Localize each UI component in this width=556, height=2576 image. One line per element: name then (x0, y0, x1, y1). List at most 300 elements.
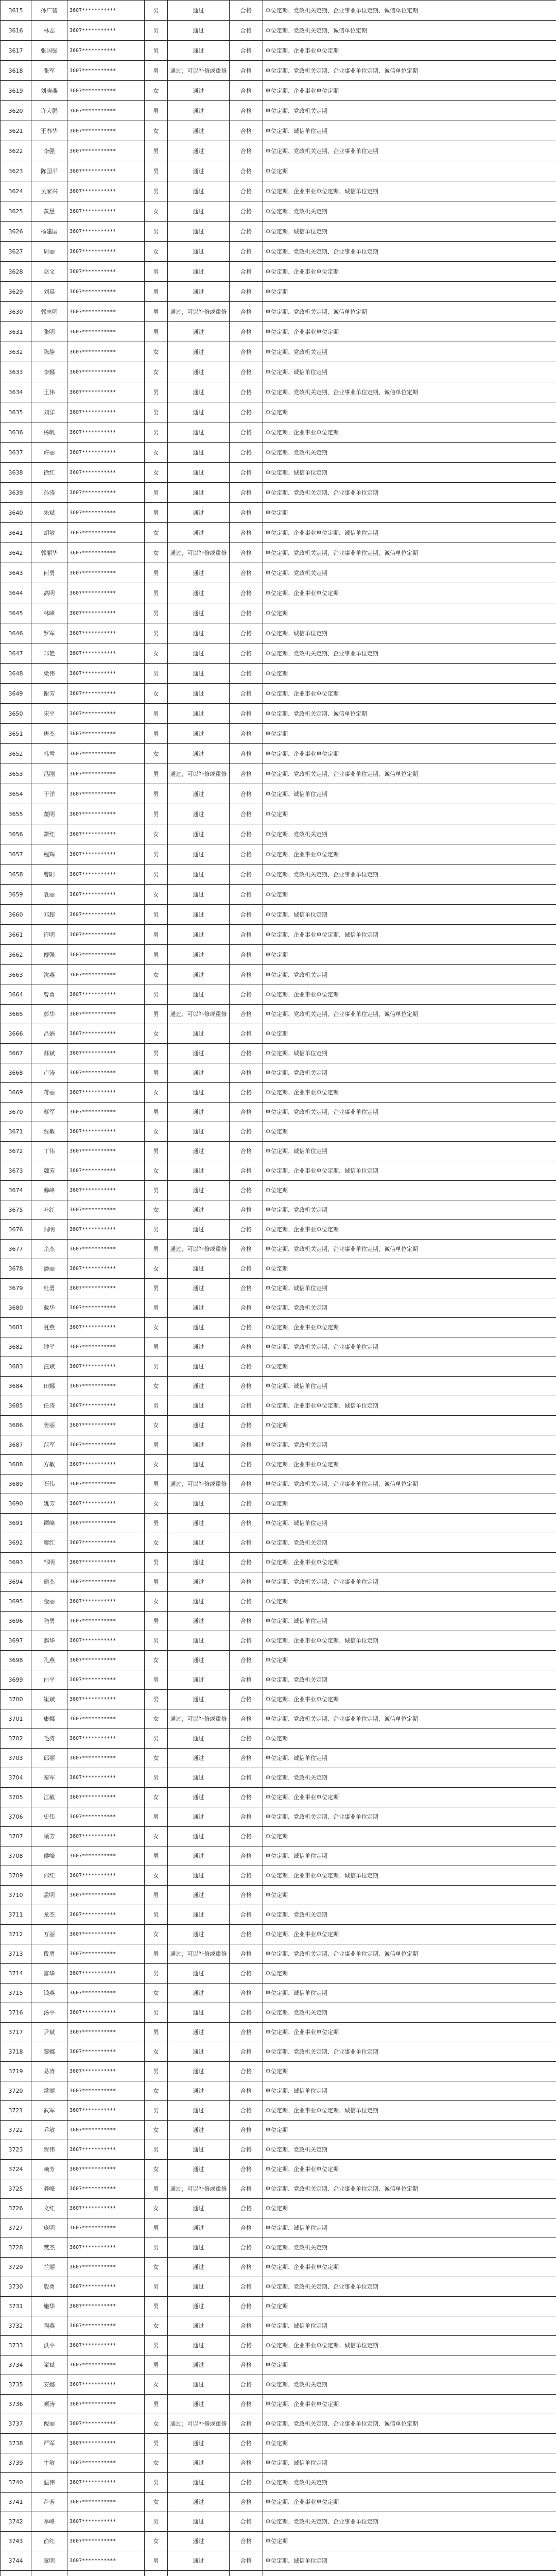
gender-cell: 女 (145, 1083, 168, 1103)
person-name-cell: 朱斌 (31, 503, 67, 523)
items-cell: 单位定期、党政机关定期、诚信单位定期 (263, 302, 556, 322)
row-number-cell: 3737 (1, 2414, 31, 2434)
person-name-cell: 汪斌 (31, 1357, 67, 1377)
items-cell: 单位定期、企业事业单位定期 (263, 1318, 556, 1337)
gender-cell: 女 (145, 2199, 168, 2218)
table-row (1, 1494, 556, 1514)
gender-cell: 女 (145, 684, 168, 704)
result-cell: 合格 (230, 1044, 263, 1063)
gender-cell: 男 (145, 1142, 168, 1161)
table-row (1, 2258, 556, 2277)
gender-cell: 女 (145, 1024, 168, 1044)
table-row (1, 1220, 556, 1240)
table-row (1, 2395, 556, 2414)
status-cell: 通过 (168, 1044, 230, 1063)
person-name-cell: 阎明 (31, 1220, 67, 1240)
items-cell: 单位定期、企业事业单位定期 (263, 844, 556, 865)
result-cell: 合格 (230, 2395, 263, 2414)
status-cell: 通过 (168, 1592, 230, 1612)
result-cell: 合格 (230, 342, 263, 362)
items-cell: 单位定期、党政机关定期 (263, 965, 556, 985)
status-cell: 通过；可以补修或重修 (168, 1240, 230, 1259)
items-cell: 单位定期 (263, 2355, 556, 2375)
result-cell: 合格 (230, 2375, 263, 2395)
row-number-cell: 3655 (1, 804, 31, 824)
gender-cell: 女 (145, 1533, 168, 1553)
items-cell: 单位定期、诚信单位定期 (263, 623, 556, 643)
id-number-cell: 3607*********** (67, 905, 145, 925)
items-cell: 单位定期 (263, 945, 556, 965)
items-cell: 单位定期、企业事业单位定期、诚信单位定期 (263, 925, 556, 945)
person-name-cell: 夏燕 (31, 1318, 67, 1337)
result-cell: 合格 (230, 242, 263, 262)
status-cell: 通过 (168, 2101, 230, 2121)
items-cell: 单位定期、党政机关定期 (263, 1200, 556, 1220)
id-number-cell: 3607*********** (67, 1807, 145, 1827)
items-cell: 单位定期、企业事业单位定期 (263, 262, 556, 282)
person-name-cell: 邹明 (31, 1553, 67, 1572)
gender-cell: 男 (145, 222, 168, 242)
table-row (1, 684, 556, 704)
status-cell: 通过 (168, 844, 230, 865)
items-cell: 单位定期 (263, 1024, 556, 1044)
row-number-cell: 3680 (1, 1298, 31, 1318)
person-name-cell: 傅强 (31, 945, 67, 965)
table-row (1, 2297, 556, 2316)
table-row (1, 1024, 556, 1044)
gender-cell: 男 (145, 1690, 168, 1709)
id-number-cell: 3607*********** (67, 1024, 145, 1044)
items-cell: 单位定期、企业事业单位定期、诚信单位定期 (263, 1396, 556, 1416)
table-row (1, 422, 556, 443)
person-name-cell: 兰丽 (31, 2258, 67, 2277)
items-cell: 单位定期 (263, 2199, 556, 2218)
result-cell: 合格 (230, 764, 263, 784)
id-number-cell: 3607*********** (67, 101, 145, 121)
result-cell: 合格 (230, 2023, 263, 2042)
status-cell: 通过 (168, 1846, 230, 1866)
row-number-cell: 3628 (1, 262, 31, 282)
id-number-cell: 3607*********** (67, 1984, 145, 2003)
row-number-cell: 3620 (1, 101, 31, 121)
gender-cell: 男 (145, 1807, 168, 1827)
table-row (1, 844, 556, 865)
table-row (1, 282, 556, 302)
person-name-cell: 魏芳 (31, 1161, 67, 1181)
table-row (1, 1357, 556, 1377)
result-cell: 合格 (230, 1103, 263, 1122)
person-name-cell: 贺伟 (31, 2140, 67, 2160)
status-cell: 通过 (168, 824, 230, 844)
gender-cell: 男 (145, 905, 168, 925)
gender-cell: 男 (145, 181, 168, 201)
person-name-cell: 杜勇 (31, 1279, 67, 1298)
gender-cell: 男 (145, 1357, 168, 1377)
status-cell: 通过 (168, 2336, 230, 2355)
id-number-cell: 3607*********** (67, 1220, 145, 1240)
row-number-cell: 3726 (1, 2199, 31, 2218)
items-cell: 单位定期、诚信单位定期 (263, 1279, 556, 1298)
id-number-cell: 3607*********** (67, 1572, 145, 1592)
person-name-cell: 林志 (31, 21, 67, 41)
person-name-cell: 文红 (31, 2199, 67, 2218)
items-cell: 单位定期、诚信单位定期 (263, 1749, 556, 1768)
gender-cell: 女 (145, 2493, 168, 2512)
gender-cell: 女 (145, 885, 168, 905)
gender-cell: 男 (145, 724, 168, 744)
id-number-cell: 3607*********** (67, 764, 145, 784)
gender-cell: 男 (145, 1768, 168, 1788)
status-cell: 通过 (168, 2140, 230, 2160)
status-cell: 通过 (168, 1279, 230, 1298)
status-cell: 通过 (168, 1377, 230, 1396)
person-name-cell: 刘晓燕 (31, 81, 67, 101)
gender-cell: 男 (145, 764, 168, 784)
gender-cell: 男 (145, 925, 168, 945)
items-cell: 单位定期、党政机关定期、企业事业单位定期 (263, 483, 556, 503)
status-cell: 通过 (168, 1455, 230, 1475)
items-cell: 单位定期、党政机关定期 (263, 2473, 556, 2493)
gender-cell: 女 (145, 242, 168, 262)
table-row (1, 1846, 556, 1866)
gender-cell: 女 (145, 1416, 168, 1435)
status-cell: 通过 (168, 1200, 230, 1220)
id-number-cell: 3607*********** (67, 1181, 145, 1200)
status-cell: 通过 (168, 483, 230, 503)
gender-cell: 男 (145, 1396, 168, 1416)
result-cell: 合格 (230, 925, 263, 945)
id-number-cell: 3607*********** (67, 2532, 145, 2551)
row-number-cell: 3703 (1, 1749, 31, 1768)
person-name-cell: 郭丽华 (31, 543, 67, 563)
result-cell: 合格 (230, 1181, 263, 1200)
table-row (1, 1240, 556, 1259)
id-number-cell: 3607*********** (67, 342, 145, 362)
status-cell: 通过 (168, 1161, 230, 1181)
person-name-cell: 洪平 (31, 2336, 67, 2355)
row-number-cell: 3736 (1, 2395, 31, 2414)
gender-cell: 男 (145, 483, 168, 503)
status-cell: 通过 (168, 2473, 230, 2493)
result-cell: 合格 (230, 2179, 263, 2199)
status-cell: 通过 (168, 1572, 230, 1592)
gender-cell: 男 (145, 1905, 168, 1925)
table-row (1, 1631, 556, 1651)
row-number-cell: 3699 (1, 1670, 31, 1690)
id-number-cell: 3607*********** (67, 2395, 145, 2414)
person-name-cell: 冯刚 (31, 764, 67, 784)
status-cell: 通过 (168, 2218, 230, 2238)
id-number-cell: 3607*********** (67, 1553, 145, 1572)
gender-cell: 男 (145, 1240, 168, 1259)
person-name-cell: 倪丽 (31, 2414, 67, 2434)
result-cell: 合格 (230, 1572, 263, 1592)
row-number-cell: 3704 (1, 1768, 31, 1788)
items-cell: 单位定期 (263, 724, 556, 744)
gender-cell: 男 (145, 402, 168, 422)
status-cell: 通过 (168, 1553, 230, 1572)
person-name-cell: 曾勇 (31, 985, 67, 1005)
table-row (1, 2551, 556, 2571)
status-cell: 通过 (168, 81, 230, 101)
person-name-cell: 吴家兴 (31, 181, 67, 201)
gender-cell: 男 (145, 583, 168, 603)
row-number-cell: 3689 (1, 1475, 31, 1494)
table-row (1, 2571, 556, 2576)
result-cell: 合格 (230, 684, 263, 704)
status-cell: 通过 (168, 1768, 230, 1788)
result-cell: 合格 (230, 2297, 263, 2316)
table-row (1, 643, 556, 664)
result-cell: 合格 (230, 1161, 263, 1181)
person-name-cell: 杨帆 (31, 422, 67, 443)
person-name-cell: 陈国平 (31, 161, 67, 181)
status-cell: 通过 (168, 362, 230, 382)
table-row (1, 1161, 556, 1181)
result-cell: 合格 (230, 1768, 263, 1788)
gender-cell: 男 (145, 1005, 168, 1024)
person-name-cell: 万丽 (31, 1925, 67, 1944)
result-cell: 合格 (230, 1944, 263, 1964)
gender-cell: 女 (145, 2532, 168, 2551)
row-number-cell: 3727 (1, 2218, 31, 2238)
person-name-cell: 孙涛 (31, 483, 67, 503)
result-cell: 合格 (230, 2081, 263, 2101)
id-number-cell: 3607*********** (67, 2023, 145, 2042)
gender-cell: 女 (145, 2375, 168, 2395)
status-cell: 通过 (168, 2042, 230, 2062)
status-cell: 通过 (168, 21, 230, 41)
items-cell: 单位定期、企业事业单位定期 (263, 1925, 556, 1944)
result-cell: 合格 (230, 744, 263, 764)
gender-cell: 男 (145, 422, 168, 443)
result-cell: 合格 (230, 2336, 263, 2355)
row-number-cell: 3625 (1, 201, 31, 222)
person-name-cell: 江敏 (31, 1788, 67, 1807)
items-cell: 单位定期、企业事业单位定期 (263, 1690, 556, 1709)
items-cell: 单位定期 (263, 1651, 556, 1670)
id-number-cell: 3607*********** (67, 2160, 145, 2179)
person-name-cell: 邵红 (31, 1866, 67, 1886)
status-cell: 通过 (168, 623, 230, 643)
row-number-cell: 3677 (1, 1240, 31, 1259)
id-number-cell: 3607*********** (67, 1592, 145, 1612)
table-row (1, 2121, 556, 2140)
row-number-cell: 3627 (1, 242, 31, 262)
items-cell: 单位定期 (263, 2532, 556, 2551)
table-row (1, 1709, 556, 1729)
person-name-cell: 卢涛 (31, 1063, 67, 1083)
row-number-cell: 3705 (1, 1788, 31, 1807)
status-cell: 通过 (168, 242, 230, 262)
table-row (1, 2042, 556, 2062)
id-number-cell: 3607*********** (67, 1494, 145, 1514)
row-number-cell: 3673 (1, 1161, 31, 1181)
items-cell: 单位定期 (263, 2062, 556, 2081)
gender-cell: 男 (145, 1103, 168, 1122)
table-row (1, 181, 556, 201)
table-row (1, 1142, 556, 1161)
row-number-cell: 3739 (1, 2453, 31, 2473)
person-name-cell: 邓超 (31, 905, 67, 925)
person-name-cell: 石伟 (31, 1475, 67, 1494)
result-cell: 合格 (230, 262, 263, 282)
id-number-cell: 3607*********** (67, 2121, 145, 2140)
row-number-cell: 3688 (1, 1455, 31, 1475)
status-cell: 通过 (168, 1807, 230, 1827)
result-cell: 合格 (230, 1827, 263, 1846)
row-number-cell: 3674 (1, 1181, 31, 1200)
id-number-cell: 3607*********** (67, 1514, 145, 1533)
id-number-cell: 3607*********** (67, 2101, 145, 2121)
items-cell: 单位定期、企业事业单位定期 (263, 81, 556, 101)
status-cell: 通过 (168, 402, 230, 422)
table-row (1, 322, 556, 342)
row-number-cell: 3709 (1, 1866, 31, 1886)
person-name-cell: 田娜 (31, 1377, 67, 1396)
row-number-cell: 3649 (1, 684, 31, 704)
table-row (1, 2277, 556, 2297)
status-cell: 通过 (168, 1435, 230, 1455)
id-number-cell: 3607*********** (67, 262, 145, 282)
gender-cell: 女 (145, 463, 168, 483)
id-number-cell: 3607*********** (67, 865, 145, 885)
person-name-cell: 梁伟 (31, 664, 67, 684)
gender-cell: 男 (145, 1337, 168, 1357)
table-row (1, 1122, 556, 1142)
items-cell: 单位定期、企业事业单位定期 (263, 1220, 556, 1240)
person-name-cell: 韩雪 (31, 744, 67, 764)
id-number-cell: 3607*********** (67, 1944, 145, 1964)
person-name-cell: 潘丽 (31, 1259, 67, 1279)
row-number-cell: 3638 (1, 463, 31, 483)
table-row (1, 2218, 556, 2238)
gender-cell: 男 (145, 61, 168, 81)
items-cell: 单位定期、党政机关定期 (263, 342, 556, 362)
items-cell: 单位定期、诚信单位定期 (263, 2218, 556, 2238)
row-number-cell: 3634 (1, 382, 31, 402)
id-number-cell: 3607*********** (67, 623, 145, 643)
id-number-cell: 3607*********** (67, 2453, 145, 2473)
result-cell: 合格 (230, 2414, 263, 2434)
items-cell: 单位定期、党政机关定期、企业事业单位定期 (263, 2512, 556, 2532)
table-row (1, 2473, 556, 2493)
result-cell: 合格 (230, 563, 263, 583)
items-cell: 单位定期、企业事业单位定期 (263, 744, 556, 764)
table-row (1, 2434, 556, 2453)
id-number-cell: 3607*********** (67, 1396, 145, 1416)
status-cell: 通过 (168, 262, 230, 282)
table-row (1, 824, 556, 844)
result-cell: 合格 (230, 1122, 263, 1142)
person-name-cell: 樊杰 (31, 2238, 67, 2258)
items-cell: 单位定期、党政机关定期、企业事业单位定期 (263, 141, 556, 161)
gender-cell: 女 (145, 2081, 168, 2101)
items-cell: 单位定期、党政机关定期 (263, 2238, 556, 2258)
gender-cell: 女 (145, 1651, 168, 1670)
result-cell: 合格 (230, 382, 263, 402)
row-number-cell: 3725 (1, 2179, 31, 2199)
result-cell: 合格 (230, 2199, 263, 2218)
status-cell: 通过 (168, 724, 230, 744)
status-cell: 通过 (168, 1670, 230, 1690)
row-number-cell: 3690 (1, 1494, 31, 1514)
id-number-cell: 3607*********** (67, 61, 145, 81)
row-number-cell: 3672 (1, 1142, 31, 1161)
result-cell: 合格 (230, 181, 263, 201)
status-cell: 通过 (168, 985, 230, 1005)
gender-cell: 男 (145, 1553, 168, 1572)
gender-cell: 女 (145, 362, 168, 382)
row-number-cell: 3664 (1, 985, 31, 1005)
row-number-cell: 3692 (1, 1533, 31, 1553)
row-number-cell: 3616 (1, 21, 31, 41)
result-cell: 合格 (230, 21, 263, 41)
person-name-cell: 安娜 (31, 2375, 67, 2395)
row-number-cell: 3647 (1, 643, 31, 664)
result-cell: 合格 (230, 543, 263, 563)
row-number-cell: 3729 (1, 2258, 31, 2277)
gender-cell: 男 (145, 664, 168, 684)
person-name-cell: 胡敏 (31, 523, 67, 543)
items-cell: 单位定期、企业事业单位定期 (263, 1455, 556, 1475)
gender-cell: 女 (145, 1592, 168, 1612)
id-number-cell: 3607*********** (67, 744, 145, 764)
result-cell: 合格 (230, 2434, 263, 2453)
gender-cell: 男 (145, 1886, 168, 1905)
person-name-cell: 张明 (31, 322, 67, 342)
result-cell: 合格 (230, 1553, 263, 1572)
result-cell: 合格 (230, 483, 263, 503)
gender-cell: 男 (145, 2551, 168, 2571)
person-name-cell: 戴华 (31, 1298, 67, 1318)
id-number-cell: 3607*********** (67, 1416, 145, 1435)
person-name-cell: 蔡军 (31, 1103, 67, 1122)
person-name-cell: 罗军 (31, 623, 67, 643)
gender-cell: 男 (145, 1729, 168, 1749)
gender-cell: 男 (145, 603, 168, 623)
person-name-cell: 李娜 (31, 362, 67, 382)
gender-cell: 男 (145, 2512, 168, 2532)
table-row (1, 1044, 556, 1063)
id-number-cell: 3607*********** (67, 141, 145, 161)
gender-cell: 女 (145, 2316, 168, 2336)
result-cell: 合格 (230, 2160, 263, 2179)
status-cell: 通过 (168, 1729, 230, 1749)
id-number-cell: 3607*********** (67, 1533, 145, 1553)
id-number-cell: 3607*********** (67, 1455, 145, 1475)
row-number-cell: 3653 (1, 764, 31, 784)
table-row (1, 1279, 556, 1298)
result-cell: 合格 (230, 523, 263, 543)
id-number-cell: 3607*********** (67, 2355, 145, 2375)
person-name-cell: 白平 (31, 1670, 67, 1690)
id-number-cell: 3607*********** (67, 2179, 145, 2199)
status-cell: 通过 (168, 463, 230, 483)
items-cell: 单位定期、企业事业单位定期 (263, 2395, 556, 2414)
table-row (1, 101, 556, 121)
result-cell: 合格 (230, 1592, 263, 1612)
status-cell: 通过 (168, 1220, 230, 1240)
id-number-cell: 3607*********** (67, 1612, 145, 1631)
row-number-cell: 3663 (1, 965, 31, 985)
items-cell: 单位定期、党政机关定期、企业事业单位定期 (263, 643, 556, 664)
id-number-cell: 3607*********** (67, 21, 145, 41)
id-number-cell: 3607*********** (67, 1200, 145, 1220)
person-name-cell: 宋平 (31, 704, 67, 724)
items-cell: 单位定期 (263, 402, 556, 422)
result-cell: 合格 (230, 1886, 263, 1905)
